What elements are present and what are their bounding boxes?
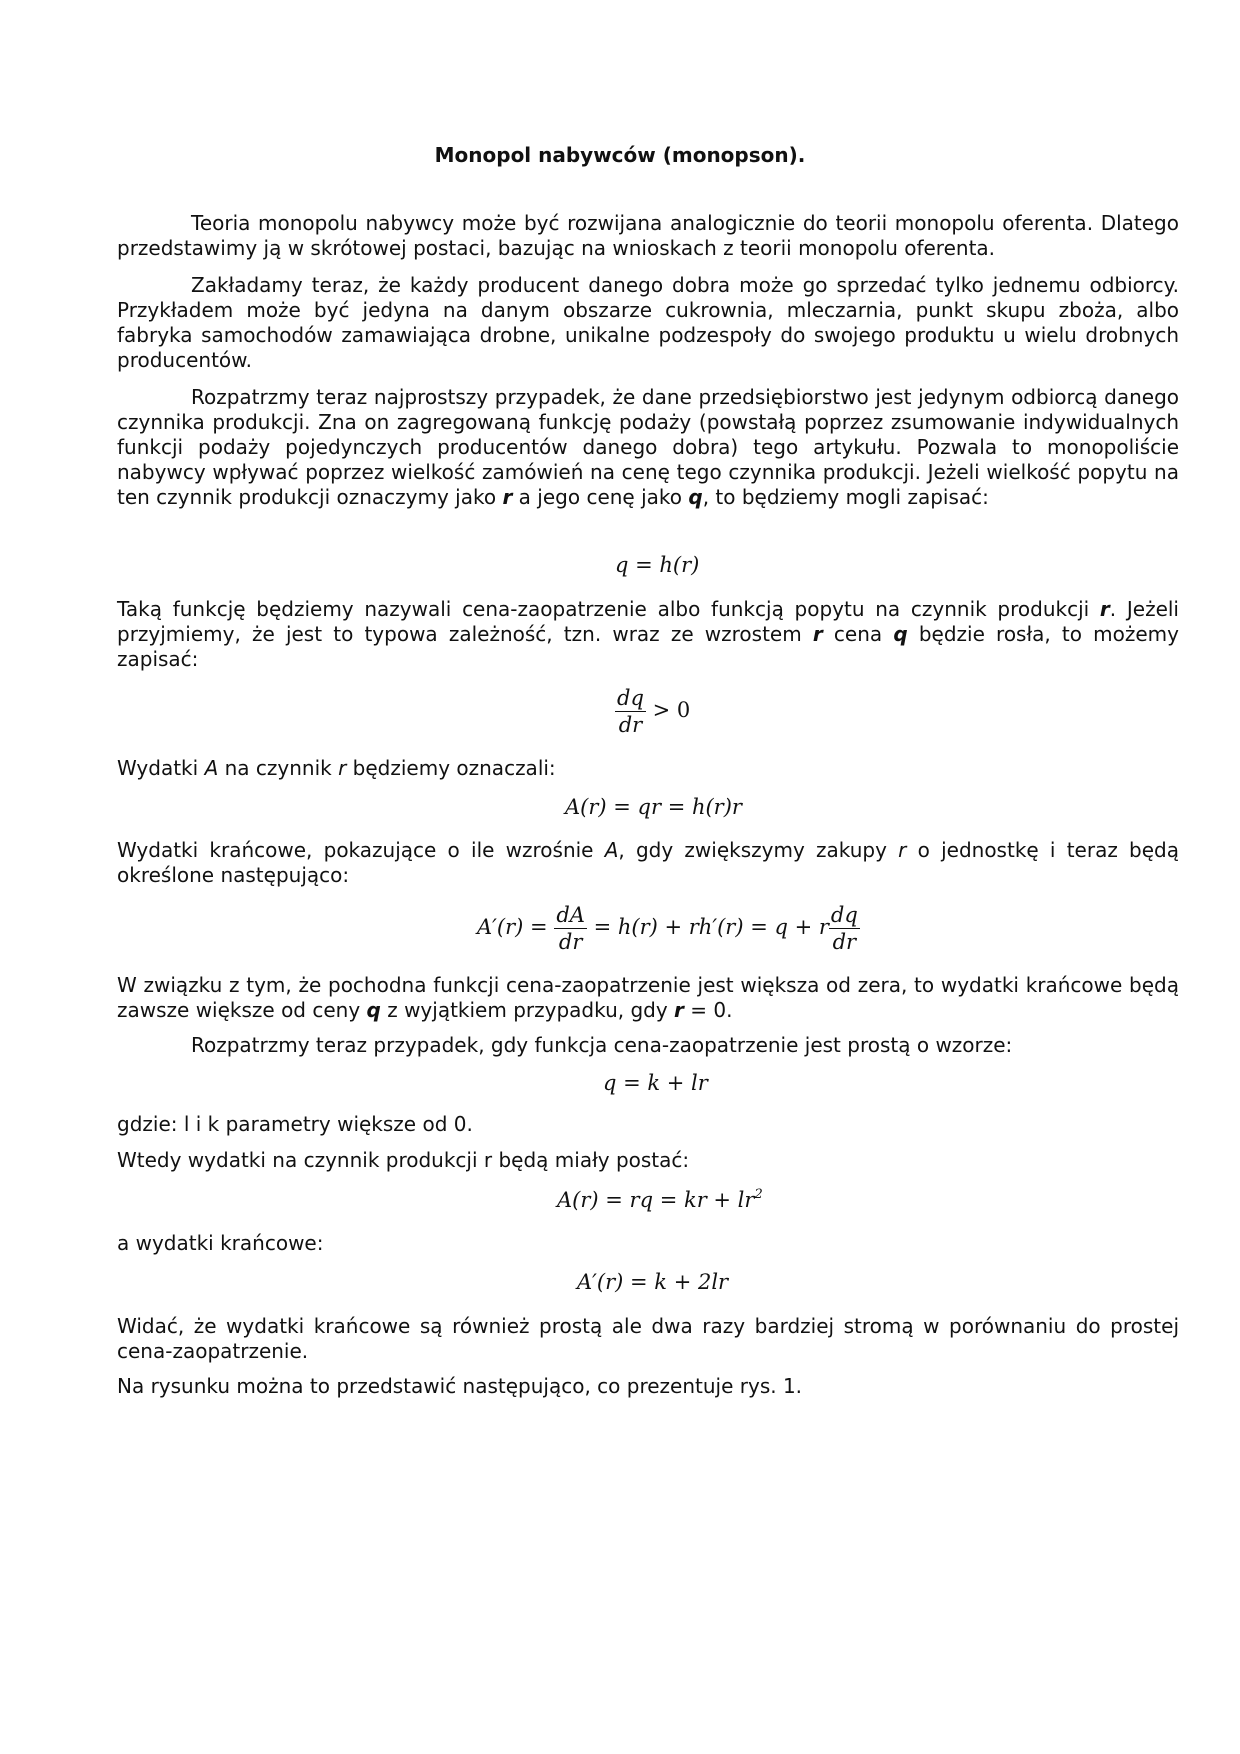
document-title: Monopol nabywców (monopson). xyxy=(434,143,806,167)
equation-supply-function: q = h(r) xyxy=(615,553,700,577)
paragraph-linear-case: Rozpatrzmy teraz przypadek, gdy funkcja cena-zaopatrzenie jest prostą o wzorze: xyxy=(191,1033,1013,1057)
equation-linear-marginal: A′(r) = k + 2lr xyxy=(577,1270,729,1294)
paragraph-expenses: Wydatki A na czynnik r będziemy oznaczali: xyxy=(117,756,556,780)
fraction-dq-dr: $\frac{dq}{dr}$ xyxy=(617,686,644,737)
paragraph-marginal-label: a wydatki krańcowe: xyxy=(117,1231,324,1255)
paragraph-marginal-expenses: Wydatki krańcowe, pokazujące o ile wzrośnie A, gdy zwiększymy zakupy r o jednostkę i teraz będą określone następująco: xyxy=(117,838,1180,887)
equation-expenses: A(r) = qr = h(r)r xyxy=(565,795,742,819)
paragraph-price-supply: Taką funkcję będziemy nazywali cena-zaopatrzenie albo funkcją popytu na czynnik produkcji r. Jeżeli przyjmiemy, że jest to typowa zależność, tzn. wraz ze wzrostem r cena q będzie rosła, to możemy zapisać: xyxy=(117,597,1180,671)
paragraph-derivative-conclusion: W związku z tym, że pochodna funkcji cena-zaopatrzenie jest większa od zera, to wydatki krańcowe będą zawsze większe od ceny q z wyjątkiem przypadku, gdy r = 0. xyxy=(117,973,1179,1022)
paragraph-assumption: Zakładamy teraz, że każdy producent danego dobra może go sprzedać tylko jednemu odbiorcy. Przykładem może być jedyna na danym obszarze cukrownia, mleczarnia, punkt skupu zboża, albo fabryka samochodów zamawiająca drobne, unikalne podzespoły do swojego produktu u wielu drobnych producentów. xyxy=(117,273,1179,372)
paragraph-parameters: gdzie: l i k parametry większe od 0. xyxy=(117,1112,473,1136)
fraction-dq-dr-2: $\frac{dq}{dr}$ xyxy=(830,903,858,954)
equation-linear-supply: q = k + lr xyxy=(603,1071,708,1095)
fraction-dA-dr: $\frac{dA}{dr}$ xyxy=(556,903,585,954)
equation-linear-expenses: A(r) = rq = kr + $lr^2$ xyxy=(557,1187,763,1212)
paragraph-expenses-form: Wtedy wydatki na czynnik produkcji r będą miały postać: xyxy=(117,1148,690,1172)
paragraph-intro: Teoria monopolu nabywcy może być rozwijana analogicznie do teorii monopolu oferenta. Dlatego przedstawimy ją w skrótowej postaci, bazując na wnioskach z teorii monopolu oferenta. xyxy=(117,211,1179,260)
paragraph-figure-reference: Na rysunku można to przedstawić następująco, co prezentuje rys. 1. xyxy=(117,1374,803,1398)
paragraph-steeper-line: Widać, że wydatki krańcowe są również prostą ale dwa razy bardziej stromą w porównaniu do prostej cena-zaopatrzenie. xyxy=(117,1314,1179,1363)
paragraph-simple-case: Rozpatrzmy teraz najprostszy przypadek, że dane przedsiębiorstwo jest jedynym odbiorcą danego czynnika produkcji. Zna on zagregowaną funkcję podaży (powstałą poprzez zsumowanie indywidualnych funkcji podaży pojedynczych producentów danego dobra) tego artykułu. Pozwala to monopoliście nabywcy wpływać poprzez wielkość zamówień na cenę tego czynnika produkcji. Jeżeli wielkość popytu na ten czynnik produkcji oznaczymy jako r a jego cenę jako q, to będziemy mogli zapisać: xyxy=(117,385,1179,509)
equation-derivative-positive: $\frac{dq}{dr}$ > 0 xyxy=(617,686,691,737)
equation-marginal-expenses: A′(r) = $\frac{dA}{dr}$ = h(r) + rh′(r) = q + r $\frac{dq}{dr}$ xyxy=(477,903,858,954)
